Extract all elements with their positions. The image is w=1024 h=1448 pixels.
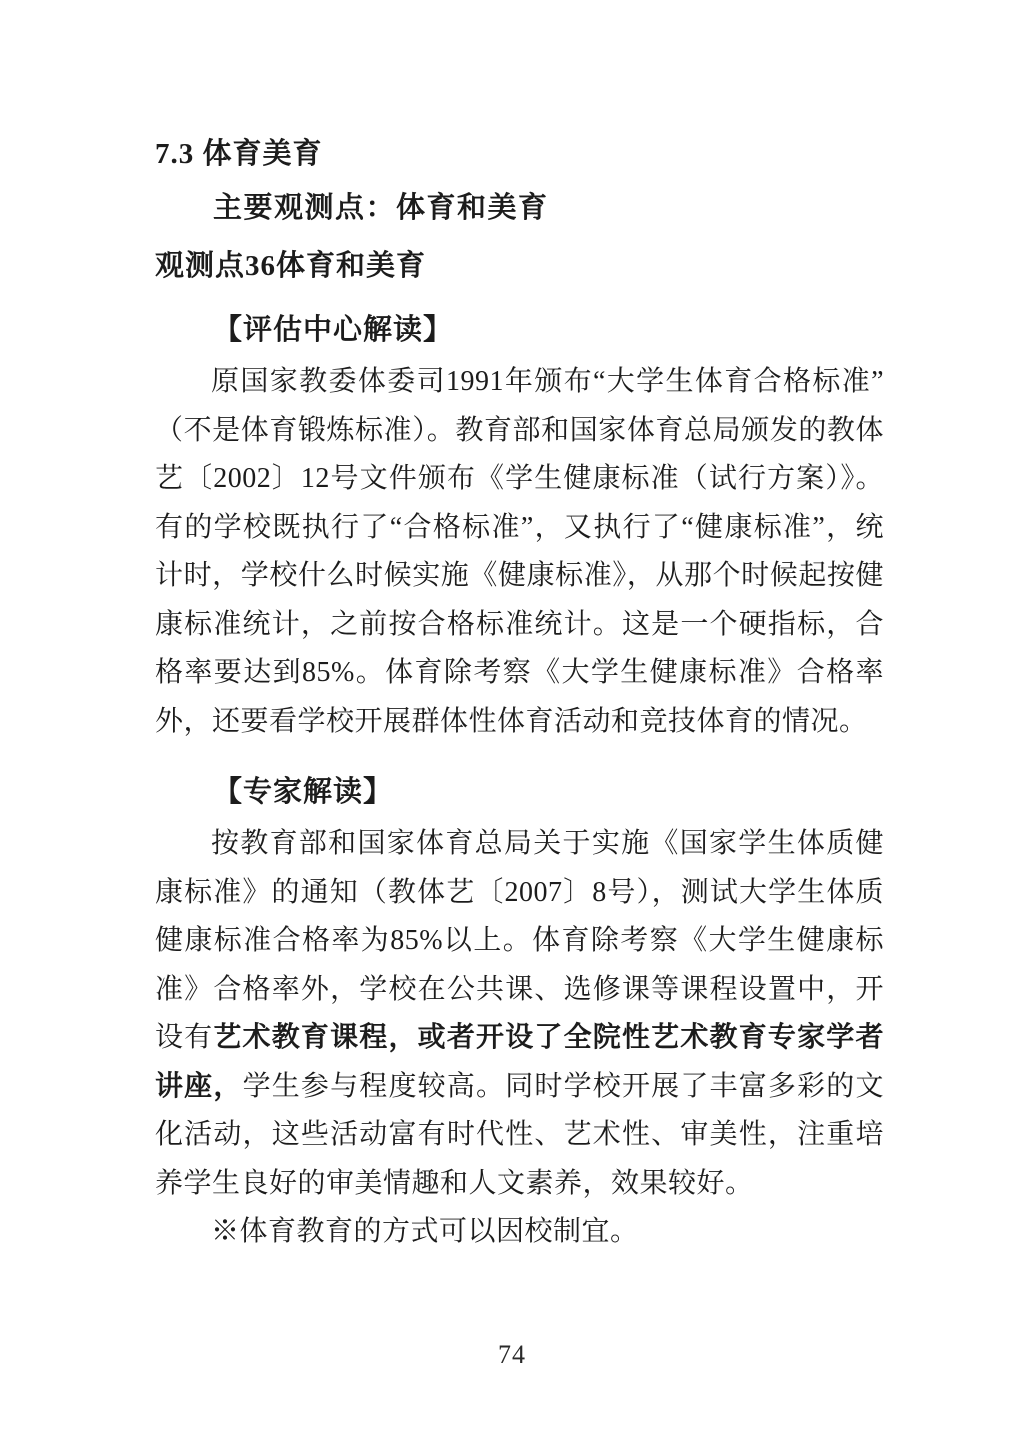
observation-point-heading: 观测点36体育和美育	[155, 250, 427, 282]
evaluation-center-paragraph: 原国家教委体委司1991年颁布“大学生体育合格标准”（不是体育锻炼标准）。教育部和国家体育总局颁发的教体艺〔2002〕12号文件颁布《学生健康标准（试行方案）》。有的学校既执行了“合格标准”，又执行了“健康标准”，统计时，学校什么时候实施《健康标准》，从那个时候起按健康标准统计，之前按合格标准统计。这是一个硬指标，合格率要达到85%。体育除考察《大学生健康标准》合格率外，还要看学校开展群体性体育活动和竞技体育的情况。	[155, 366, 884, 737]
section-heading: 7.3 体育美育	[155, 138, 323, 170]
expert-paragraph-part2: 学生参与程度较高。同时学校开展了丰富多彩的文化活动，这些活动富有时代性、艺术性、审美性，注重培养学生良好的审美情趣和人文素养，效果较好。	[155, 1070, 884, 1199]
key-observation-points-line: 主要观测点：体育和美育	[213, 192, 549, 224]
expert-paragraph	[155, 820, 884, 1208]
expert-interpretation-title: 【专家解读】	[213, 776, 394, 808]
page-number: 74	[498, 1340, 526, 1369]
expert-paragraph-part1: 按教育部和国家体育总局关于实施《国家学生体质健康标准》的通知（教体艺〔2007〕8号），测试大学生体质健康标准合格率为85%以上。体育除考察《大学生健康标准》合格率外，学校在公共课、选修课等课程设置中，开设有	[155, 828, 884, 1053]
footnote-line: ※体育教育的方式可以因校制宜。	[211, 1216, 639, 1247]
page-content	[155, 136, 884, 1257]
evaluation-center-interpretation-title: 【评估中心解读】	[213, 314, 454, 346]
expert-paragraph-bold-segment: 艺术教育课程，或者开设了全院性艺术教育专家学者讲座，	[155, 1022, 884, 1102]
